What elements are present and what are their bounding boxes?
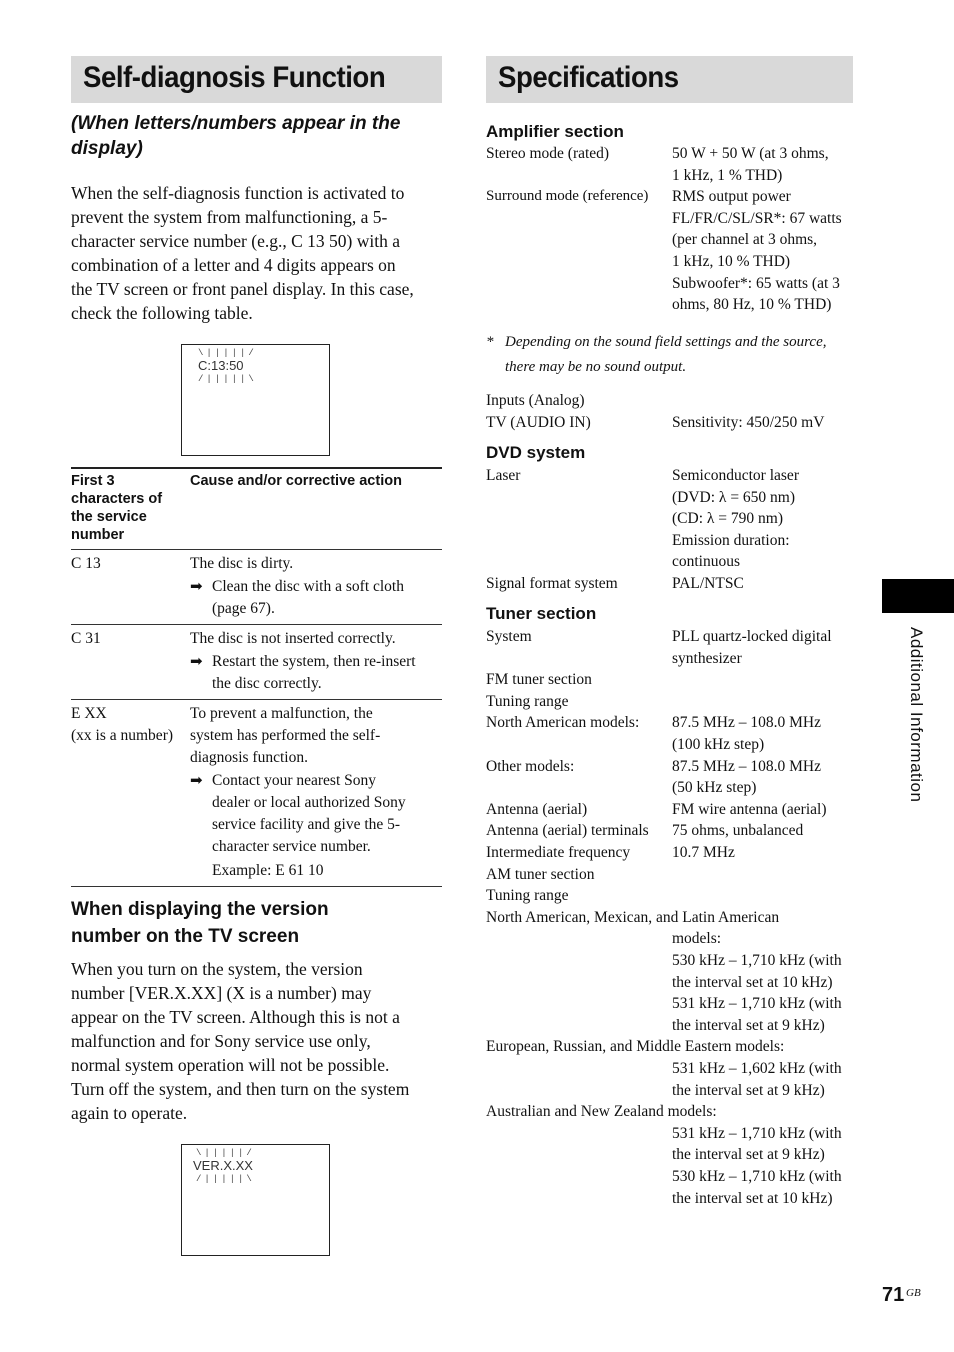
version-heading: When displaying the version number on the TV screen xyxy=(71,899,329,947)
table-row xyxy=(71,625,442,700)
section-tab-marker xyxy=(882,579,954,613)
display-version-text: VER.X.XX xyxy=(193,1158,253,1173)
row-code: E XX (xx is a number) xyxy=(71,705,174,744)
dvd-heading: DVD system xyxy=(486,443,586,462)
page-number-suffix: GB xyxy=(906,1287,921,1299)
blink-rays-icon: \|||||/ xyxy=(198,348,257,358)
row-code: C 13 xyxy=(71,555,101,572)
table-row xyxy=(71,700,442,887)
row-cause-action: The disc is dirty. ➡ Clean the disc with a soft cloth (page 67). xyxy=(190,555,404,617)
tuner-specs: System PLL quartz-locked digital synthesizer FM tuner section Tuning range North American models: 87.5 MHz – 108.0 MHz (100 kHz step) Other models: 87.5 MHz – 108.0 MHz (50 kHz step) Antenna (aerial) FM wire antenna (aerial) Antenna (aerial) terminals 75 ohms, unbalanced Intermediate frequency 10.7 MHz AM tuner section Tuning range North American, Mexican, and Latin American models: 530 kHz – 1,710 kHz (with the interval set at 10 kHz) 531 kHz – 1,710 kHz (with the interval set at 9 kHz) European, Russian, and Middle Eastern models: 531 kHz – 1,602 kHz (with the interval set at 9 kHz) Australian and New Zealand models: 531 kHz – 1,710 kHz (with the interval set at 9 kHz) 530 kHz – 1,710 kHz (with the interval set at 10 kHz) xyxy=(486,628,842,1207)
subtitle-letters-numbers: (When letters/numbers appear in the display) xyxy=(71,113,401,159)
version-paragraph: When you turn on the system, the version number [VER.X.XX] (X is a number) may appear on the TV screen. Although this is not a malfunction and for Sony service use only, normal system operation will not be possible. Turn off the system, and then turn on the system again to operate. xyxy=(71,959,410,1123)
tuner-heading: Tuner section xyxy=(486,604,597,623)
inputs-specs: Inputs (Analog) TV (AUDIO IN) Sensitivity: 450/250 mV xyxy=(486,392,825,431)
row-code: C 31 xyxy=(71,630,101,647)
side-section-label: Additional Information xyxy=(907,627,926,803)
section-banner-specifications xyxy=(486,56,853,103)
arrow-right-icon: ➡ xyxy=(190,652,203,670)
blink-rays-icon: \|||||/ xyxy=(196,1148,255,1158)
page-title-self-diagnosis: Self-diagnosis Function xyxy=(83,61,386,94)
display-code-text: C:13:50 xyxy=(198,358,244,373)
section-banner-self-diagnosis xyxy=(71,56,442,103)
table-row xyxy=(71,550,442,625)
page-number: 71 xyxy=(882,1284,905,1306)
amplifier-heading: Amplifier section xyxy=(486,122,624,141)
table-header-row xyxy=(71,468,442,550)
display-illustration-service-code xyxy=(181,344,330,456)
table-header-action: Cause and/or corrective action xyxy=(190,473,402,489)
table-header-code: First 3 characters of the service number xyxy=(71,473,163,543)
dvd-specs: Laser Semiconductor laser (DVD: λ = 650 nm) (CD: λ = 790 nm) Emission duration: continuous Signal format system PAL/NTSC xyxy=(486,467,799,592)
self-diagnosis-table xyxy=(71,467,442,887)
row-cause-action: To prevent a malfunction, the system has performed the self- diagnosis function. ➡ Contact your nearest Sony dealer or local authorized Sony service facility and give the 5- character service number. Example: E 61 10 xyxy=(190,705,406,879)
intro-paragraph: When the self-diagnosis function is activated to prevent the system from malfunctioning, a 5- character service number (e.g., C 13 50) with a combination of a letter and 4 digits appears on the TV screen or front panel display. In this case, check the following table. xyxy=(71,183,414,323)
blink-rays-icon: /|||||\ xyxy=(198,374,257,384)
arrow-right-icon: ➡ xyxy=(190,577,203,595)
arrow-right-icon: ➡ xyxy=(190,771,203,789)
amplifier-specs: Stereo mode (rated) 50 W + 50 W (at 3 ohms, 1 kHz, 1 % THD) Surround mode (reference) RMS output power FL/FR/C/SL/SR*: 67 watts (per channel at 3 ohms, 1 kHz, 10 % THD) Subwoofer*: 65 watts (at 3 ohms, 80 Hz, 10 % THD) xyxy=(486,145,842,314)
row-cause-action: The disc is not inserted correctly. ➡ Restart the system, then re-insert the disc correctly. xyxy=(190,630,416,692)
page-title-specifications: Specifications xyxy=(498,61,679,94)
blink-rays-icon: /|||||\ xyxy=(196,1174,255,1184)
display-illustration-version xyxy=(181,1144,330,1256)
